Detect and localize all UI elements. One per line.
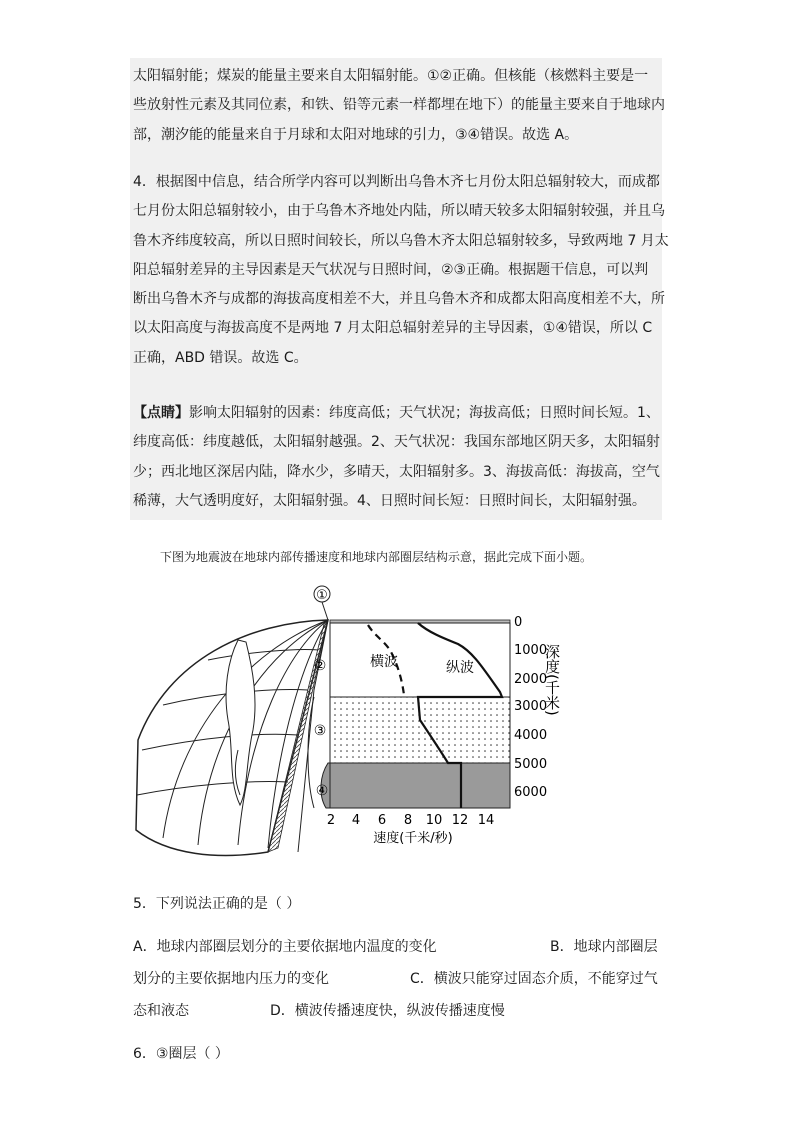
text-line: 七月份太阳总辐射较小，由于乌鲁木齐地处内陆，所以晴天较多太阳辐射较强，并且乌 [133,203,665,220]
explanation-paragraph-1 [133,62,665,150]
p-wave-label: 纵波 [446,660,474,676]
question-6-stem: 6．③圈层（ ） [133,1046,229,1062]
s-wave-label: 横波 [370,654,398,670]
text-line: 阳总辐射差异的主导因素是天气状况与日照时间，②③正确。根据题干信息，可以判 [133,261,649,278]
depth-tick: 1000 [514,643,548,658]
layer-marker-1: ① [316,588,328,603]
text-line: 太阳辐射能；煤炭的能量主要来自太阳辐射能。①②正确。但核能（核燃料主要是一 [133,68,649,84]
speed-tick: 2 [326,813,336,828]
speed-axis-title: 速度(千米/秒) [373,831,453,846]
text-line: 纬度高低：纬度越低，太阳辐射越强。2、天气状况：我国东部地区阴天多，太阳辐射 [133,434,660,451]
text-line: 鲁木齐纬度较高，所以日照时间较长，所以乌鲁木齐太阳总辐射较多，导致两地 7 月太 [133,232,669,249]
text-line: 些放射性元素及其同位素，和铁、铅等元素一样都埋在地下）的能量主要来自于地球内 [133,97,665,114]
speed-axis [327,813,494,846]
text-line: 断出乌鲁木齐与成都的海拔高度相差不大，并且乌鲁木齐和成都太阳高度相差不大，所 [133,291,665,308]
speed-tick: 4 [351,813,361,828]
text-line [133,399,659,428]
globe-drawing [136,620,328,856]
depth-axis [514,615,561,800]
text-line: 4．根据图中信息，结合所学内容可以判断出乌鲁木齐七月份太阳总辐射较大，而成都 [133,174,660,190]
text-line: 部，潮汐能的能量来自于月球和太阳对地球的引力，③④错误。故选 A。 [133,126,579,143]
explanation-paragraph-2 [133,168,669,373]
option-b-continued: 划分的主要依据地内压力的变化 [133,971,329,987]
text-line: 以太阳高度与海拔高度不是两地 7 月太阳总辐射差异的主导因素，①④错误，所以 C [133,320,653,337]
depth-tick: 5000 [514,757,548,772]
depth-tick: 4000 [514,728,548,743]
depth-tick: 3000 [514,699,548,714]
text-line: 正确，ABD 错误。故选 C。 [133,349,308,366]
depth-tick: 0 [514,615,523,630]
layer-marker-3: ③ [313,723,327,739]
question-5-stem: 5．下列说法正确的是（ ） [133,896,301,912]
option-a: A．地球内部圈层划分的主要依据地内温度的变化 [133,939,437,955]
speed-tick: 6 [377,813,387,828]
speed-tick: 12 [451,813,469,828]
option-b: B．地球内部圈层 [550,939,658,955]
layer-marker-4: ④ [315,783,329,799]
text-line: 少；西北地区深居内陆，降水少，多晴天，太阳辐射多。3、海拔高低：海拔高，空气 [133,463,660,480]
depth-tick: 2000 [514,672,548,687]
figure-caption: 下图为地震波在地球内部传播速度和地球内部圈层结构示意，据此完成下面小题。 [160,550,593,564]
speed-tick: 10 [425,813,443,828]
text-line: 稀薄，大气透明度好，太阳辐射强。4、日照时间长短：日照时间长，太阳辐射强。 [133,492,646,509]
option-c: C．横波只能穿过固态介质，不能穿过气 [410,971,658,987]
earth-interior-figure [128,580,561,852]
speed-tick: 8 [403,813,413,828]
option-d: D．横波传播速度快，纵波传播速度慢 [270,1003,505,1019]
layer-marker-2: ② [313,658,327,674]
tip-label: 【点睛】 [133,405,189,421]
depth-tick: 6000 [514,785,548,800]
tip-paragraph [133,399,659,516]
speed-tick: 14 [477,813,495,828]
option-c-continued: 态和液态 [133,1003,189,1019]
depth-axis-title: 深度(千米) [543,644,561,716]
tip-first-line: 影响太阳辐射的因素：纬度高低；天气状况；海拔高低；日照时间长短。1、 [189,405,660,421]
